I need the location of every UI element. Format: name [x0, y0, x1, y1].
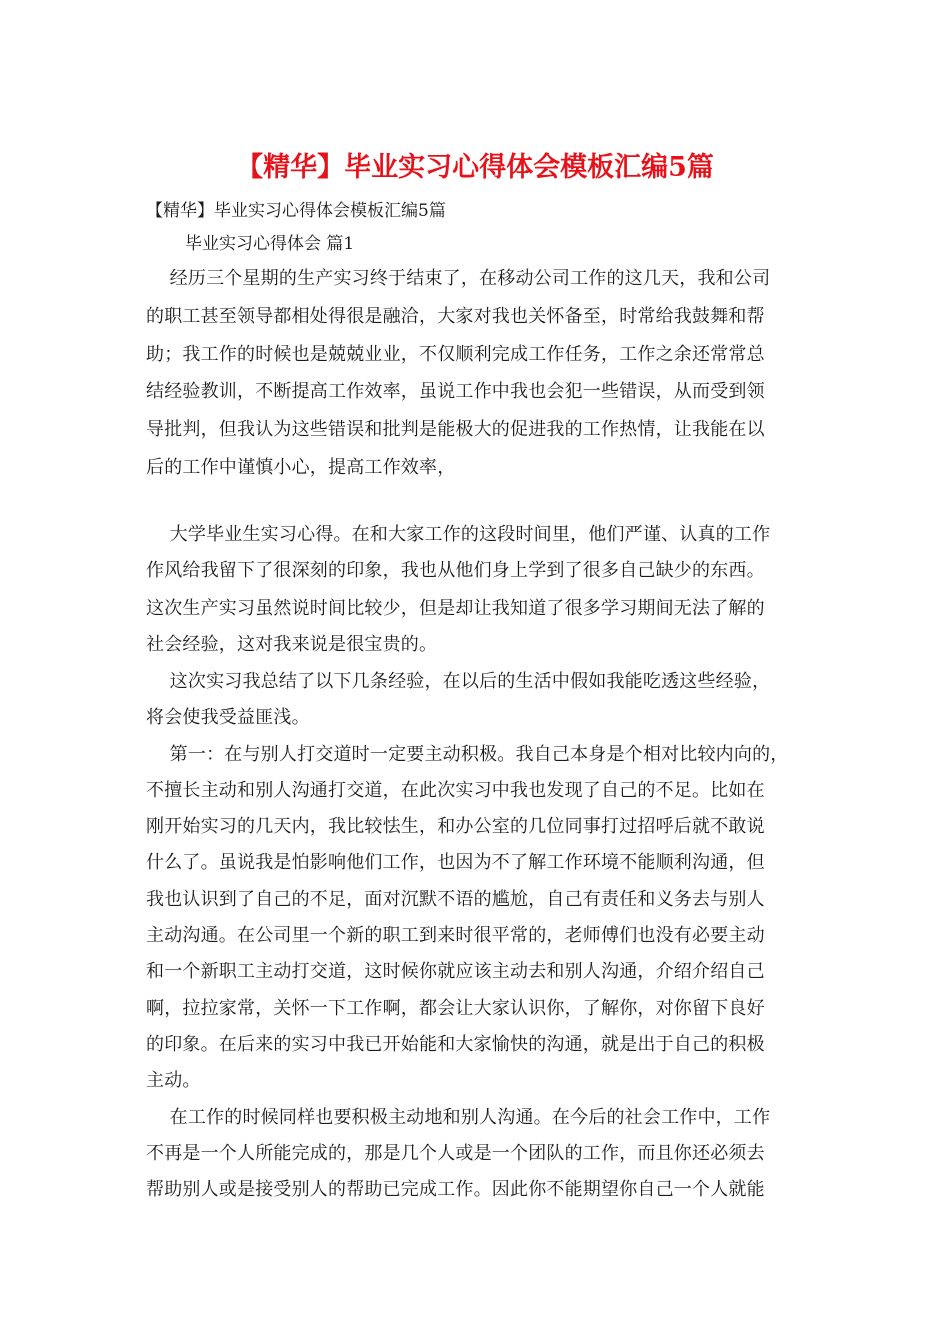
body-line: 的职工甚至领导都相处得很是融洽，大家对我也关怀备至，时常给我鼓舞和帮 [146, 306, 765, 327]
document-title: 【精华】毕业实习心得体会模板汇编5篇 [236, 152, 714, 183]
body-line: 的印象。在后来的实习中我已开始能和大家愉快的沟通，就是出于自己的积极 [146, 1034, 765, 1055]
body-line: 不擅长主动和别人沟通打交道，在此次实习中我也发现了自己的不足。比如在 [146, 780, 765, 801]
body-line: 我也认识到了自己的不足，面对沉默不语的尴尬，自己有责任和义务去与别人 [146, 889, 765, 910]
body-line: 经历三个星期的生产实习终于结束了，在移动公司工作的这几天，我和公司 [146, 268, 771, 289]
body-line: 啊，拉拉家常，关怀一下工作啊，都会让大家认识你，了解你，对你留下良好 [146, 998, 765, 1019]
body-line: 这次实习我总结了以下几条经验，在以后的生活中假如我能吃透这些经验， [146, 671, 771, 692]
body-line: 这次生产实习虽然说时间比较少，但是却让我知道了很多学习期间无法了解的 [146, 598, 765, 619]
body-line: 主动沟通。在公司里一个新的职工到来时很平常的，老师傅们也没有必要主动 [146, 925, 765, 946]
body-line: 大学毕业生实习心得。在和大家工作的这段时间里，他们严谨、认真的工作 [146, 524, 771, 545]
body-line: 导批判，但我认为这些错误和批判是能极大的促进我的工作热情，让我能在以 [146, 419, 765, 440]
body-line: 刚开始实习的几天内，我比较怯生，和办公室的几位同事打过招呼后就不敢说 [146, 816, 765, 837]
section-heading: 毕业实习心得体会 篇1 [185, 234, 355, 254]
body-line: 不再是一个人所能完成的，那是几个人或是一个团队的工作，而且你还必须去 [146, 1143, 765, 1164]
body-line: 助；我工作的时候也是兢兢业业，不仅顺利完成工作任务，工作之余还常常总 [146, 344, 765, 365]
body-line: 将会使我受益匪浅。 [146, 707, 310, 728]
body-line: 第一：在与别人打交道时一定要主动积极。我自己本身是个相对比较内向的， [146, 744, 789, 765]
body-line: 社会经验，这对我来说是很宝贵的。 [146, 634, 438, 655]
body-line: 帮助别人或是接受别人的帮助已完成工作。因此你不能期望你自己一个人就能 [146, 1179, 765, 1200]
body-line: 在工作的时候同样也要积极主动地和别人沟通。在今后的社会工作中，工作 [146, 1107, 771, 1128]
body-line: 作风给我留下了很深刻的印象，我也从他们身上学到了很多自己缺少的东西。 [146, 560, 765, 581]
document-subtitle: 【精华】毕业实习心得体会模板汇编5篇 [146, 201, 446, 221]
body-line: 结经验教训，不断提高工作效率，虽说工作中我也会犯一些错误，从而受到领 [146, 381, 765, 402]
body-line: 后的工作中谨慎小心，提高工作效率， [146, 457, 456, 478]
body-line: 和一个新职工主动打交道，这时候你就应该主动去和别人沟通，介绍介绍自己 [146, 961, 765, 982]
body-line: 主动。 [146, 1070, 201, 1091]
body-line: 什么了。虽说我是怕影响他们工作，也因为不了解工作环境不能顺利沟通，但 [146, 852, 765, 873]
